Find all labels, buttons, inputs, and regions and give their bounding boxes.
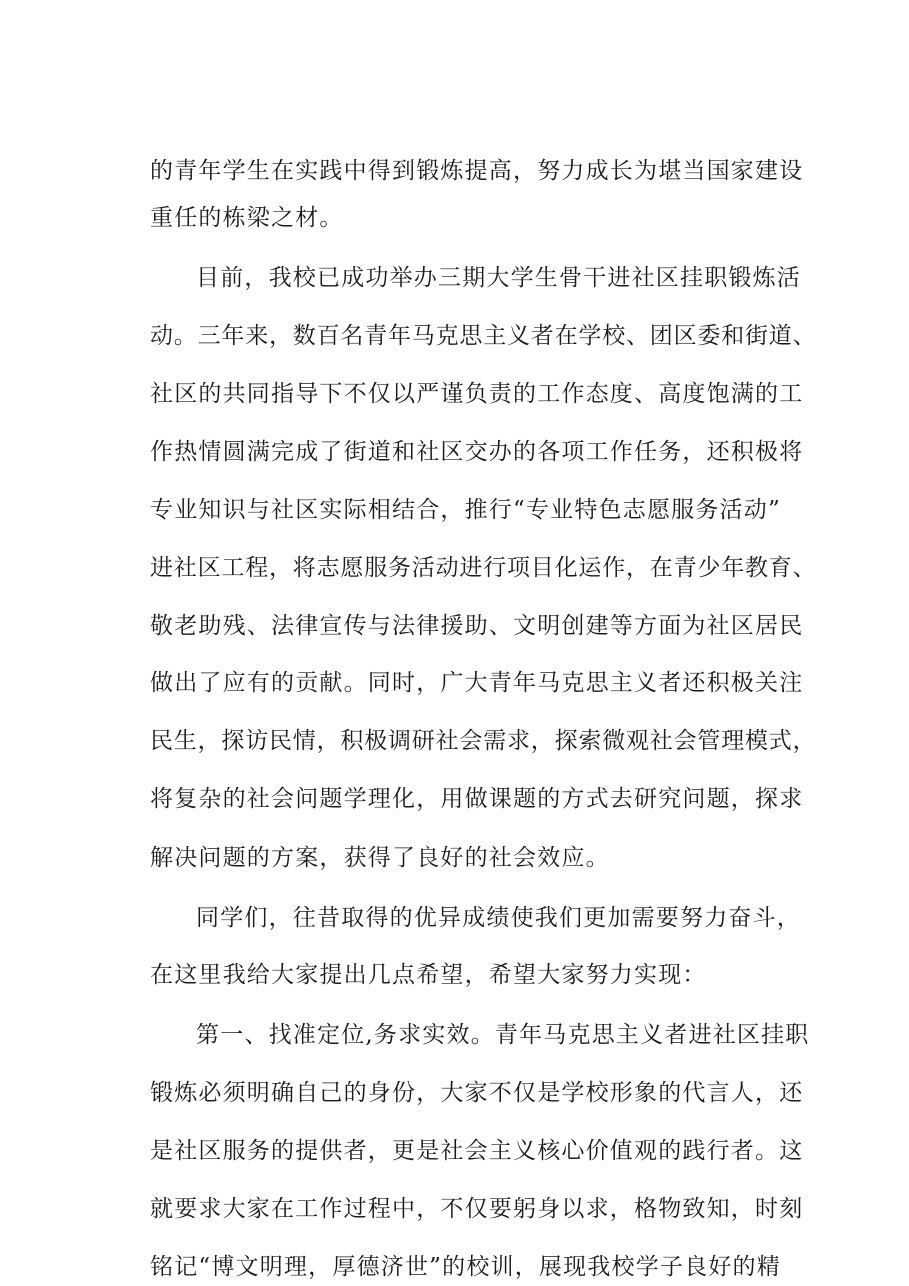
text-line: 的青年学生在实践中得到锻炼提高，努力成长为堪当国家建设 [150, 158, 804, 184]
text-line: 进社区工程，将志愿服务活动进行项目化运作，在青少年教育、 [150, 555, 817, 581]
text-line: 同学们，往昔取得的优异成绩使我们更加需要努力奋斗， [196, 905, 801, 931]
text-line: 将复杂的社会问题学理化，用做课题的方式去研究问题，探求 [150, 786, 804, 812]
text-line: 就要求大家在工作过程中，不仅要躬身以求，格物致知，时刻 [150, 1196, 804, 1222]
text-line: 做出了应有的贡献。同时，广大青年马克思主义者还积极关注 [150, 670, 804, 696]
text-line: 民生，探访民情，积极调研社会需求，探索微观社会管理模式， [150, 728, 817, 754]
text-line: 解决问题的方案，获得了良好的社会效应。 [150, 845, 610, 871]
text-line: 在这里我给大家提出几点希望，希望大家努力实现： [150, 962, 707, 988]
text-line: 作热情圆满完成了街道和社区交办的各项工作任务，还积极将 [150, 439, 804, 465]
text-line: 铭记“博文明理，厚德济世”的校训，展现我校学子良好的精 [150, 1254, 781, 1280]
text-line: 第一、找准定位,务求实效。青年马克思主义者进社区挂职 [196, 1022, 810, 1048]
text-line: 重任的栋梁之材。 [150, 205, 344, 231]
text-line: 社区的共同指导下不仅以严谨负责的工作态度、高度饱满的工 [150, 381, 804, 407]
text-line: 目前，我校已成功举办三期大学生骨干进社区挂职锻炼活 [196, 265, 801, 291]
text-line: 是社区服务的提供者，更是社会主义核心价值观的践行者。这 [150, 1138, 804, 1164]
text-line: 专业知识与社区实际相结合，推行“专业特色志愿服务活动” [150, 497, 781, 523]
text-line: 锻炼必须明确自己的身份，大家不仅是学校形象的代言人，还 [150, 1080, 804, 1106]
text-line: 动。三年来，数百名青年马克思主义者在学校、团区委和街道、 [150, 323, 817, 349]
text-line: 敬老助残、法律宣传与法律援助、文明创建等方面为社区居民 [150, 613, 804, 639]
